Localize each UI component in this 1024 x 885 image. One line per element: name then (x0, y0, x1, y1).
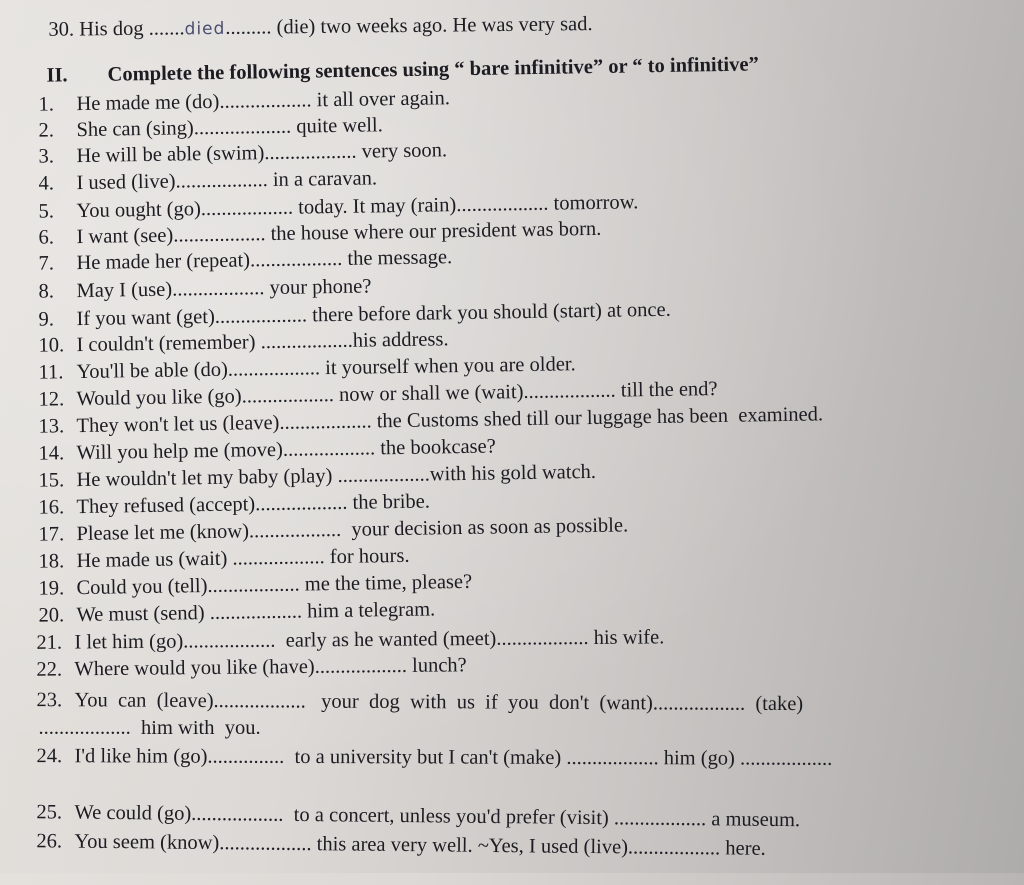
item-number: 22. (36, 658, 63, 681)
item-text: You ought (go).................. today. It may (rain).................. tomorrow. (76, 191, 639, 223)
item-number: 7. (38, 252, 55, 275)
item-text: I couldn't (remember) ..................his address. (76, 328, 449, 357)
section-title: Complete the following sentences using “ bare infinitive” or “ to infinitive” (107, 53, 759, 86)
item-number: 10. (38, 334, 65, 357)
item-30-prefix: 30. His dog ....... (48, 17, 185, 41)
item-text: He made us (wait) .................. for hours. (76, 544, 410, 573)
item-text: They refused (accept).................. the bribe. (76, 490, 431, 519)
item-number: 24. (36, 745, 63, 768)
item-text: If you want (get).................. there before dark you should (start) at once. (76, 298, 671, 331)
item-number: 1. (38, 93, 55, 116)
item-number: 6. (38, 226, 55, 249)
item-text: Could you (tell).................. me the time, please? (76, 570, 473, 600)
item-text: You'll be able (do).................. it yourself when you are older. (76, 353, 576, 384)
item-number: 5. (38, 200, 55, 223)
item-number: 4. (38, 172, 55, 195)
item-number: 9. (38, 308, 55, 331)
item-number: 15. (38, 469, 65, 492)
item-text: We must (send) .................. him a telegram. (76, 598, 436, 627)
item-number: 25. (36, 801, 63, 824)
item-number: 8. (38, 280, 55, 303)
item-text: I want (see).................. the house where our president was born. (76, 217, 602, 249)
item-number: 18. (38, 550, 65, 573)
item-text: Please let me (know).................. your decision as soon as possible. (76, 514, 629, 546)
item-number: 17. (38, 523, 65, 546)
item-text: He made her (repeat).................. the message. (76, 246, 453, 275)
item-text: Would you like (go).................. now or shall we (wait).................. till the end? (76, 378, 718, 411)
section-number: II. (46, 64, 68, 87)
item-text: They won't let us (leave).................. the Customs shed till our luggage has been examined. (76, 403, 824, 438)
item-number: 13. (38, 415, 65, 438)
item-number: 14. (38, 442, 65, 465)
item-number: 23. (36, 689, 63, 712)
item-number: 21. (36, 631, 63, 654)
item-text: You can (leave).................. your dog with us if you don't (want).................. (take) (74, 689, 804, 716)
item-number: 16. (38, 496, 65, 519)
item-text: He made me (do).................. it all over again. (76, 87, 451, 116)
item-number: 2. (38, 119, 55, 142)
item-text: I'd like him (go)............... to a university but I can't (make) .................. him (go) .................. (74, 745, 833, 770)
item-text: .................. him with you. (38, 717, 261, 739)
item-text: I used (live).................. in a caravan. (76, 167, 378, 195)
item-number: 26. (36, 830, 63, 853)
item-text: I let him (go).................. early as he wanted (meet).................. his wife. (74, 626, 665, 654)
item-number: 20. (38, 604, 65, 627)
handwritten-answer: died (184, 18, 226, 40)
item-number: 11. (38, 361, 64, 384)
item-text: We could (go).................. to a concert, unless you'd prefer (visit) .................. a museum. (74, 801, 801, 832)
item-text: He wouldn't let my baby (play) ..................with his gold watch. (76, 460, 597, 492)
item-text: May I (use).................. your phone? (76, 275, 372, 303)
item-number: 3. (38, 145, 55, 168)
item-text: He will be able (swim).................. very soon. (76, 139, 448, 168)
item-number: 12. (38, 388, 65, 411)
item-30-suffix: ......... (die) two weeks ago. He was very sad. (225, 13, 593, 39)
item-number: 19. (38, 577, 65, 600)
item-text: Where would you like (have).................. lunch? (74, 654, 467, 681)
item-text: You seem (know).................. this area very well. ~Yes, I used (live).................. here. (74, 830, 766, 860)
item-text: Will you help me (move).................. the bookcase? (76, 435, 496, 465)
item-text: She can (sing)................... quite well. (76, 114, 383, 142)
